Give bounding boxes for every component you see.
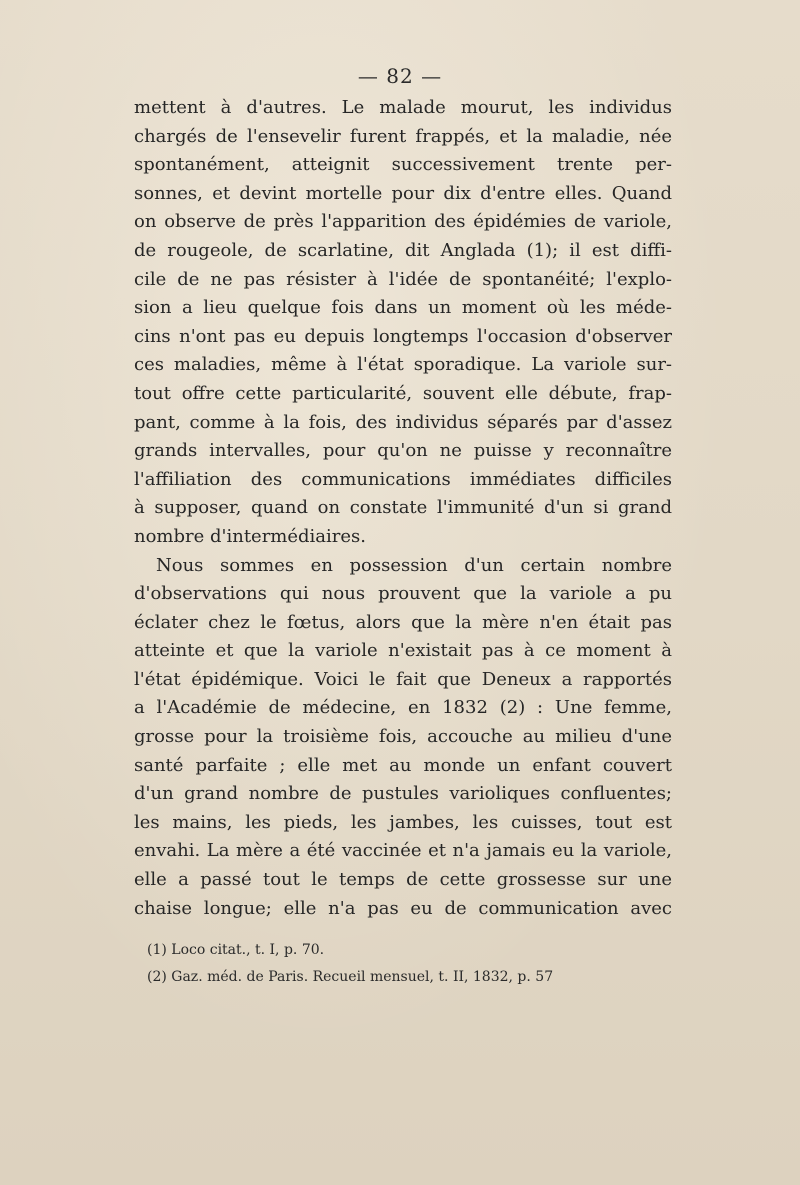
text-line: pant, comme à la fois, des individus séparés par d'assez: [134, 411, 672, 433]
text-line: l'affiliation des communications immédiates difficiles: [134, 468, 672, 490]
text-line: Nous sommes en possession d'un certain nombre: [156, 554, 672, 576]
text-line: cile de ne pas résister à l'idée de spontanéité; l'explo-: [134, 268, 672, 290]
text-line: nombre d'intermédiaires.: [134, 525, 367, 547]
footnote-2: (2) Gaz. méd. de Paris. Recueil mensuel, t. II, 1832, p. 57: [147, 969, 554, 985]
text-line: à supposer, quand on constate l'immunité d'un si grand: [134, 497, 672, 519]
footnotes: [147, 937, 667, 991]
text-line: d'un grand nombre de pustules varioliques confluentes;: [134, 783, 672, 805]
text-line: l'état épidémique. Voici le fait que Deneux a rapportés: [134, 668, 672, 690]
text-line: chaise longue; elle n'a pas eu de communication avec: [134, 897, 672, 919]
body-text: [134, 94, 672, 923]
text-line: spontanément, atteignit successivement trente per-: [134, 154, 672, 176]
footnote-1: (1) Loco citat., t. I, p. 70.: [147, 942, 325, 958]
text-line: d'observations qui nous prouvent que la variole a pu: [134, 583, 672, 605]
text-line: sion a lieu quelque fois dans un moment où les méde-: [134, 297, 672, 319]
text-line: grands intervalles, pour qu'on ne puisse y reconnaître: [134, 440, 672, 462]
text-line: a l'Académie de médecine, en 1832 (2) : Une femme,: [134, 697, 672, 719]
text-line: elle a passé tout le temps de cette grossesse sur une: [134, 869, 672, 891]
text-line: santé parfaite ; elle met au monde un enfant couvert: [134, 754, 672, 776]
text-line: envahi. La mère a été vaccinée et n'a jamais eu la variole,: [134, 840, 672, 862]
text-line: chargés de l'ensevelir furent frappés, et la maladie, née: [134, 125, 672, 147]
text-line: sonnes, et devint mortelle pour dix d'entre elles. Quand: [134, 182, 672, 204]
text-line: tout offre cette particularité, souvent elle débute, frap-: [134, 382, 672, 404]
text-line: de rougeole, de scarlatine, dit Anglada (1); il est diffi-: [134, 239, 672, 261]
text-line: cins n'ont pas eu depuis longtemps l'occasion d'observer: [134, 325, 672, 347]
text-line: mettent à d'autres. Le malade mourut, les individus: [134, 97, 672, 118]
text-line: atteinte et que la variole n'existait pas à ce moment à: [134, 640, 672, 662]
page-number: — 82 —: [357, 64, 443, 88]
text-line: ces maladies, même à l'état sporadique. La variole sur-: [134, 354, 672, 376]
text-line: éclater chez le fœtus, alors que la mère n'en était pas: [134, 611, 672, 633]
text-line: grosse pour la troisième fois, accouche au milieu d'une: [134, 726, 672, 748]
text-line: on observe de près l'apparition des épidémies de variole,: [134, 211, 672, 233]
text-line: les mains, les pieds, les jambes, les cuisses, tout est: [134, 811, 672, 833]
